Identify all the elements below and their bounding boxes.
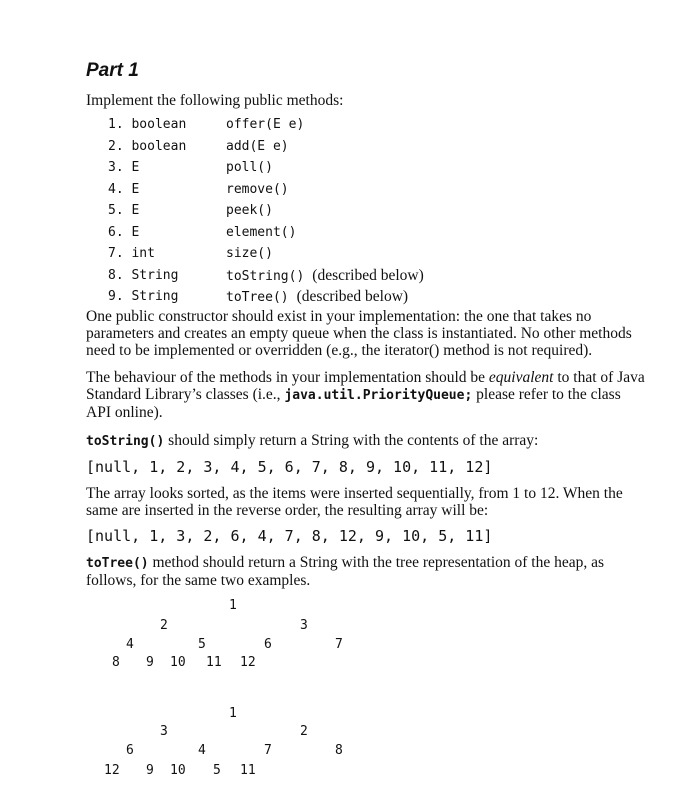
tree-node: 11 (240, 763, 256, 778)
tree-node: 6 (264, 637, 272, 652)
method-list (108, 116, 588, 310)
method-return-type: E (131, 203, 140, 218)
method-number: 8. (108, 267, 124, 283)
tree-node: 3 (300, 618, 308, 633)
tostring-paragraph (86, 432, 646, 450)
method-number: 2. (108, 138, 124, 154)
behaviour-text: to that of Java Standard Library’s classes (i.e., (86, 369, 645, 403)
tree-node: 3 (160, 724, 168, 739)
method-return-type: String (131, 267, 179, 283)
method-signature: toString() (226, 268, 305, 284)
method-signature: size() (226, 246, 273, 261)
tree-node: 1 (229, 598, 237, 613)
behaviour-text: please refer to the class API online). (86, 386, 621, 421)
method-number: 6. (108, 224, 124, 240)
method-note: (described below) (312, 266, 424, 284)
method-return-type: boolean (131, 117, 187, 132)
method-signature: offer(E e) (226, 117, 305, 132)
tree-node: 4 (198, 743, 206, 758)
method-number: 5. (108, 203, 124, 218)
tree-node: 2 (300, 724, 308, 739)
tree-node: 9 (146, 763, 154, 778)
tree-node: 9 (146, 655, 154, 670)
method-signature: element() (226, 224, 297, 240)
tree-node: 4 (126, 637, 134, 652)
tree-node: 12 (104, 763, 120, 778)
method-note: (described below) (296, 288, 409, 305)
totree-paragraph (86, 554, 646, 589)
array-output-sorted: [null, 1, 2, 3, 4, 5, 6, 7, 8, 9, 10, 11, 12] (86, 458, 493, 476)
tree-node: 10 (170, 763, 186, 778)
tree-node: 5 (213, 763, 221, 778)
intro-text: Implement the following public methods: (86, 92, 344, 109)
method-signature: toTree() (226, 290, 289, 305)
page-title: Part 1 (86, 60, 139, 81)
method-number: 7. (108, 246, 124, 261)
method-item (108, 138, 588, 160)
tree-node: 12 (240, 655, 256, 670)
tostring-code: toString() (86, 434, 165, 449)
method-number: 4. (108, 181, 124, 197)
method-signature: add(E e) (226, 138, 289, 154)
method-return-type: E (131, 181, 140, 197)
tree-node: 10 (170, 655, 186, 670)
tree-node: 8 (335, 743, 343, 758)
behaviour-emphasis: equivalent (488, 369, 554, 386)
reverse-paragraph: The array looks sorted, as the items were inserted sequentially, from 1 to 12. When the same are inserted in the reverse order, the resulting array will be: (86, 485, 623, 519)
behaviour-text: The behaviour of the methods in your implementation should be (86, 369, 489, 386)
array-output-reverse: [null, 1, 3, 2, 6, 4, 7, 8, 12, 9, 10, 5, 11] (86, 527, 493, 545)
method-item (108, 288, 588, 310)
method-return-type: E (131, 160, 140, 175)
method-signature: poll() (226, 160, 273, 175)
constructor-paragraph: One public constructor should exist in your implementation: the one that takes no parameters and creates an empty queue when the class is instantiated. No other methods need to be implemented or overridden (e.g., the iterator() method is not required). (86, 308, 632, 359)
tree-node: 11 (206, 655, 222, 670)
tree-node: 7 (335, 637, 343, 652)
method-return-type: boolean (131, 138, 187, 154)
method-item (108, 116, 588, 138)
behaviour-paragraph (86, 369, 646, 421)
tostring-text: should simply return a String with the contents of the array: (164, 432, 539, 449)
method-signature: remove() (226, 181, 289, 197)
method-number: 9. (108, 289, 124, 304)
method-return-type: E (131, 224, 140, 240)
method-item (108, 267, 588, 289)
behaviour-code: java.util.PriorityQueue; (284, 388, 473, 403)
method-number: 3. (108, 160, 124, 175)
method-item (108, 224, 588, 246)
method-signature: peek() (226, 203, 273, 218)
tree-node: 8 (112, 655, 120, 670)
tree-node: 2 (160, 618, 168, 633)
totree-code: toTree() (86, 556, 149, 571)
method-number: 1. (108, 117, 124, 132)
method-return-type: String (131, 289, 179, 304)
method-return-type: int (131, 246, 155, 261)
tree-node: 6 (126, 743, 134, 758)
method-item (108, 159, 588, 181)
method-item (108, 181, 588, 203)
method-item (108, 245, 588, 267)
tree-node: 5 (198, 637, 206, 652)
tree-node: 7 (264, 743, 272, 758)
method-item (108, 202, 588, 224)
tree-node: 1 (229, 706, 237, 721)
totree-text: method should return a String with the tree representation of the heap, as follows, for the same two examples. (86, 554, 605, 589)
